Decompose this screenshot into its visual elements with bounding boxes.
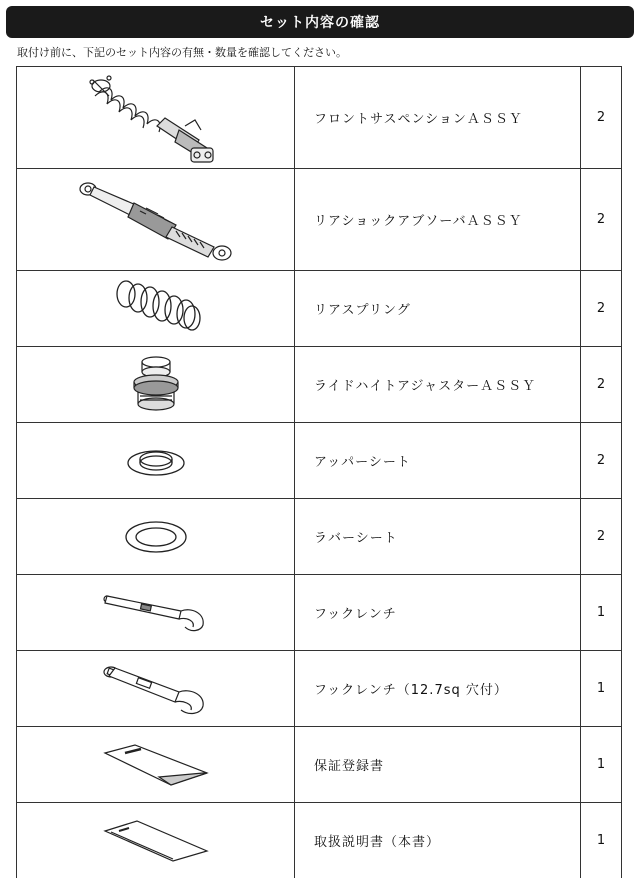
page-title-text: セット内容の確認 <box>260 15 380 31</box>
upper-seat-icon <box>124 441 188 481</box>
item-qty: 1 <box>581 575 622 651</box>
front-suspension-icon <box>81 70 231 166</box>
item-qty: 1 <box>581 651 622 727</box>
table-row <box>17 271 622 347</box>
parts-table <box>16 66 622 878</box>
item-image-cell <box>17 347 295 423</box>
intro-text: 取付け前に、下記のセット内容の有無・数量を確認してください。 <box>17 46 347 59</box>
item-name: リアショックアブソーバＡＳＳＹ <box>295 169 581 271</box>
item-name: フロントサスペンションＡＳＳＹ <box>295 67 581 169</box>
item-image-cell <box>17 727 295 803</box>
table-row <box>17 727 622 803</box>
item-image-cell <box>17 169 295 271</box>
hook-wrench-icon <box>101 593 211 633</box>
item-qty: 2 <box>581 347 622 423</box>
table-row <box>17 651 622 727</box>
item-name: フックレンチ <box>295 575 581 651</box>
table-row <box>17 347 622 423</box>
warranty-card-icon <box>101 743 211 787</box>
item-qty: 1 <box>581 727 622 803</box>
table-row <box>17 803 622 878</box>
item-name: 保証登録書 <box>295 727 581 803</box>
rear-spring-icon <box>106 276 206 342</box>
item-image-cell <box>17 575 295 651</box>
item-image-cell <box>17 271 295 347</box>
instruction-manual-icon <box>101 819 211 863</box>
table-row <box>17 423 622 499</box>
rubber-seat-icon <box>121 517 191 557</box>
item-qty: 2 <box>581 271 622 347</box>
page-title <box>6 6 634 38</box>
item-qty: 2 <box>581 423 622 499</box>
item-image-cell <box>17 67 295 169</box>
item-name: フックレンチ（12.7sq 穴付） <box>295 651 581 727</box>
rear-shock-absorber-icon <box>76 175 236 265</box>
ride-height-adjuster-icon <box>124 352 188 418</box>
item-image-cell <box>17 423 295 499</box>
item-name: リアスプリング <box>295 271 581 347</box>
item-name: アッパーシート <box>295 423 581 499</box>
item-name: ライドハイトアジャスターＡＳＳＹ <box>295 347 581 423</box>
item-name: 取扱説明書（本書） <box>295 803 581 878</box>
item-image-cell <box>17 803 295 878</box>
item-image-cell <box>17 499 295 575</box>
item-qty: 1 <box>581 803 622 878</box>
item-name: ラバーシート <box>295 499 581 575</box>
hook-wrench-square-hole-icon <box>101 662 211 716</box>
item-qty: 2 <box>581 169 622 271</box>
item-qty: 2 <box>581 67 622 169</box>
table-row <box>17 499 622 575</box>
item-qty: 2 <box>581 499 622 575</box>
table-row <box>17 169 622 271</box>
table-row <box>17 67 622 169</box>
item-image-cell <box>17 651 295 727</box>
table-row <box>17 575 622 651</box>
